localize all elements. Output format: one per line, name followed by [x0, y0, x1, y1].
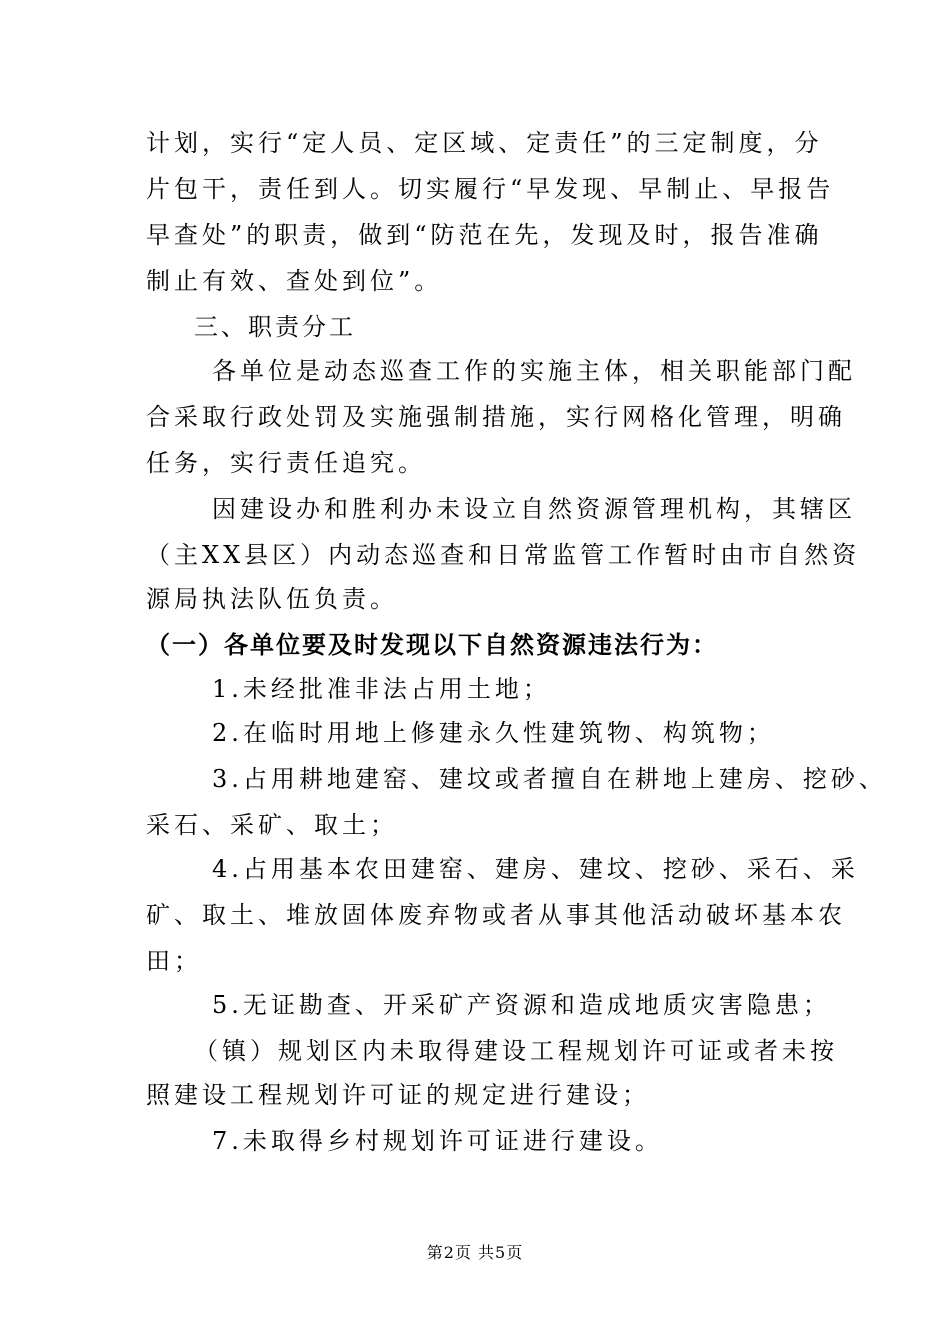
list-item: 1.未经批准非法占用土地；	[212, 675, 551, 703]
list-item-continuation: 照建设工程规划许可证的规定进行建设；	[146, 1081, 650, 1109]
list-item: （镇）规划区内未取得建设工程规划许可证或者未按	[194, 1037, 838, 1065]
list-item-continuation: 采石、采矿、取土；	[146, 811, 398, 839]
paragraph-line: 制止有效、查处到位”。	[146, 267, 443, 295]
list-item: 2.在临时用地上修建永久性建筑物、构筑物；	[212, 719, 775, 747]
page-number-footer: 第2页 共5页	[426, 1243, 524, 1262]
list-item: 5.无证勘查、开采矿产资源和造成地质灾害隐患；	[212, 991, 831, 1019]
paragraph-line: 早查处”的职责，做到“防范在先，发现及时，报告准确	[146, 221, 823, 249]
paragraph-line: 合采取行政处罚及实施强制措施，实行网格化管理，明确	[146, 403, 846, 431]
paragraph-line: 片包干，责任到人。切实履行“早发现、早制止、早报告	[146, 175, 835, 203]
list-item-continuation: 矿、取土、堆放固体废弃物或者从事其他活动破坏基本农	[146, 901, 846, 929]
list-item: 3.占用耕地建窑、建坟或者擅自在耕地上建房、挖砂、	[212, 765, 887, 793]
paragraph-line: 因建设办和胜利办未设立自然资源管理机构，其辖区	[212, 495, 856, 523]
list-item-continuation: 田；	[146, 947, 202, 975]
paragraph-line: 源局执法队伍负责。	[146, 585, 398, 613]
section-heading: 三、职责分工	[194, 313, 356, 341]
subsection-heading: （一）各单位要及时发现以下自然资源违法行为：	[146, 631, 718, 659]
paragraph-line: 各单位是动态巡查工作的实施主体，相关职能部门配	[212, 357, 856, 385]
paragraph-line: 任务，实行责任追究。	[146, 449, 426, 477]
paragraph-line: 计划，实行“定人员、定区域、定责任”的三定制度，分	[146, 129, 823, 157]
list-item: 7.未取得乡村规划许可证进行建设。	[212, 1127, 663, 1155]
list-item: 4.占用基本农田建窑、建房、建坟、挖砂、采石、采	[212, 855, 859, 883]
paragraph-line: （主XX县区）内动态巡查和日常监管工作暂时由市自然资	[146, 541, 861, 569]
